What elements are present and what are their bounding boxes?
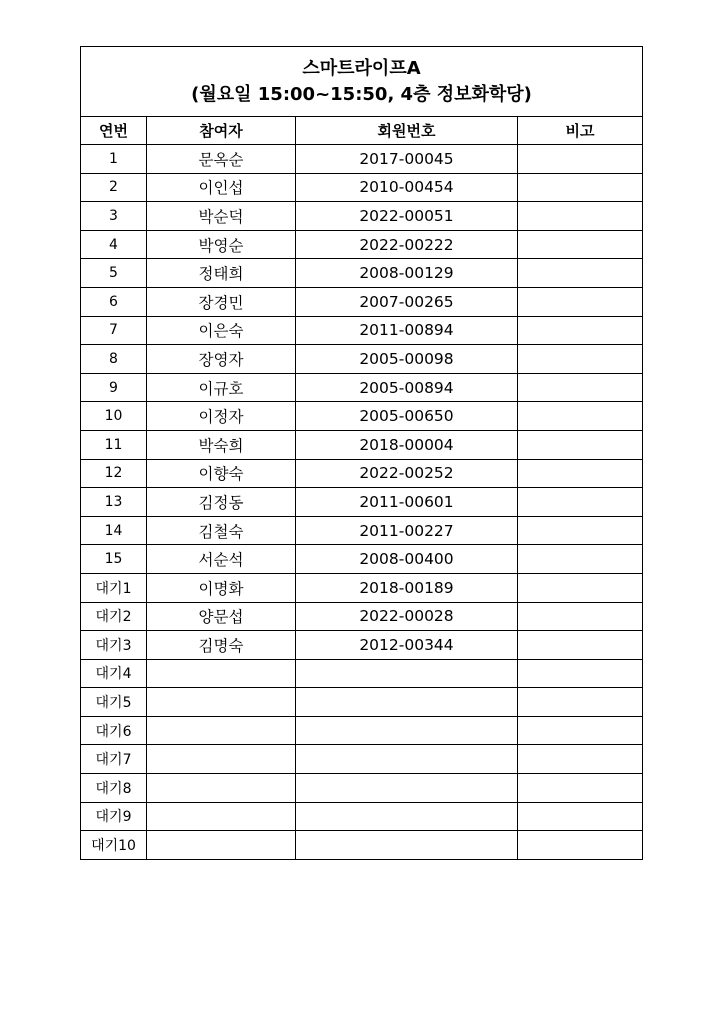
note-cell xyxy=(518,602,643,631)
participant-name-cell: 박영순 xyxy=(147,230,296,259)
table-row xyxy=(81,688,643,717)
member-id-cell: 2007-00265 xyxy=(296,287,518,316)
row-number-cell: 1 xyxy=(81,145,147,174)
member-id-cell: 2017-00045 xyxy=(296,145,518,174)
table-row xyxy=(81,316,643,345)
row-number-cell: 대기2 xyxy=(81,602,147,631)
table-row xyxy=(81,345,643,374)
row-number-cell: 2 xyxy=(81,173,147,202)
row-number-cell: 대기3 xyxy=(81,631,147,660)
member-id-cell: 2011-00894 xyxy=(296,316,518,345)
row-number-cell: 대기6 xyxy=(81,716,147,745)
row-number-cell: 15 xyxy=(81,545,147,574)
table-row xyxy=(81,202,643,231)
row-number-cell: 7 xyxy=(81,316,147,345)
note-cell xyxy=(518,259,643,288)
note-cell xyxy=(518,230,643,259)
member-id-cell xyxy=(296,831,518,860)
roster-table xyxy=(80,46,643,860)
header-row xyxy=(81,117,643,145)
table-row xyxy=(81,802,643,831)
member-id-cell: 2008-00400 xyxy=(296,545,518,574)
row-number-cell: 6 xyxy=(81,287,147,316)
table-row xyxy=(81,259,643,288)
participant-name-cell: 양문섭 xyxy=(147,602,296,631)
table-row xyxy=(81,287,643,316)
participant-name-cell: 장영자 xyxy=(147,345,296,374)
participant-name-cell: 이인섭 xyxy=(147,173,296,202)
column-header-name: 참여자 xyxy=(147,117,296,145)
participant-name-cell: 김철숙 xyxy=(147,516,296,545)
row-number-cell: 대기10 xyxy=(81,831,147,860)
note-cell xyxy=(518,774,643,803)
note-cell xyxy=(518,802,643,831)
table-row xyxy=(81,659,643,688)
participant-name-cell: 이정자 xyxy=(147,402,296,431)
class-schedule: (월요일 15:00~15:50, 4층 정보화학당) xyxy=(191,83,532,105)
note-cell xyxy=(518,145,643,174)
row-number-cell: 대기4 xyxy=(81,659,147,688)
member-id-cell: 2005-00098 xyxy=(296,345,518,374)
table-row xyxy=(81,545,643,574)
table-row xyxy=(81,145,643,174)
table-row xyxy=(81,774,643,803)
participant-name-cell: 문옥순 xyxy=(147,145,296,174)
participant-name-cell: 서순석 xyxy=(147,545,296,574)
row-number-cell: 14 xyxy=(81,516,147,545)
table-row xyxy=(81,230,643,259)
participant-name-cell: 장경민 xyxy=(147,287,296,316)
member-id-cell xyxy=(296,774,518,803)
row-number-cell: 12 xyxy=(81,459,147,488)
title-row xyxy=(81,47,643,117)
member-id-cell: 2011-00601 xyxy=(296,488,518,517)
row-number-cell: 13 xyxy=(81,488,147,517)
note-cell xyxy=(518,345,643,374)
member-id-cell xyxy=(296,802,518,831)
note-cell xyxy=(518,545,643,574)
row-number-cell: 대기9 xyxy=(81,802,147,831)
note-cell xyxy=(518,688,643,717)
participant-name-cell: 김정동 xyxy=(147,488,296,517)
row-number-cell: 3 xyxy=(81,202,147,231)
participant-name-cell: 이명화 xyxy=(147,573,296,602)
participant-name-cell: 김명숙 xyxy=(147,631,296,660)
member-id-cell: 2022-00051 xyxy=(296,202,518,231)
row-number-cell: 11 xyxy=(81,430,147,459)
participant-name-cell xyxy=(147,716,296,745)
note-cell xyxy=(518,745,643,774)
column-header-no: 연번 xyxy=(81,117,147,145)
participant-name-cell xyxy=(147,745,296,774)
note-cell xyxy=(518,659,643,688)
participant-name-cell: 박숙희 xyxy=(147,430,296,459)
participant-name-cell xyxy=(147,831,296,860)
table-row xyxy=(81,402,643,431)
column-header-member-id: 회원번호 xyxy=(296,117,518,145)
note-cell xyxy=(518,573,643,602)
roster-body xyxy=(81,145,643,860)
note-cell xyxy=(518,173,643,202)
row-number-cell: 10 xyxy=(81,402,147,431)
note-cell xyxy=(518,488,643,517)
note-cell xyxy=(518,316,643,345)
table-row xyxy=(81,516,643,545)
table-row xyxy=(81,488,643,517)
member-id-cell: 2012-00344 xyxy=(296,631,518,660)
participant-name-cell: 이향숙 xyxy=(147,459,296,488)
participant-name-cell: 정태희 xyxy=(147,259,296,288)
participant-name-cell: 박순덕 xyxy=(147,202,296,231)
note-cell xyxy=(518,831,643,860)
column-header-note: 비고 xyxy=(518,117,643,145)
note-cell xyxy=(518,287,643,316)
member-id-cell xyxy=(296,745,518,774)
row-number-cell: 8 xyxy=(81,345,147,374)
table-row xyxy=(81,716,643,745)
member-id-cell xyxy=(296,659,518,688)
note-cell xyxy=(518,631,643,660)
note-cell xyxy=(518,402,643,431)
member-id-cell: 2005-00894 xyxy=(296,373,518,402)
class-title: 스마트라이프A xyxy=(302,57,421,79)
member-id-cell xyxy=(296,716,518,745)
row-number-cell: 대기1 xyxy=(81,573,147,602)
row-number-cell: 대기5 xyxy=(81,688,147,717)
participant-name-cell: 이은숙 xyxy=(147,316,296,345)
table-row xyxy=(81,459,643,488)
table-row xyxy=(81,373,643,402)
note-cell xyxy=(518,459,643,488)
member-id-cell: 2011-00227 xyxy=(296,516,518,545)
table-row xyxy=(81,573,643,602)
participant-name-cell xyxy=(147,802,296,831)
member-id-cell xyxy=(296,688,518,717)
note-cell xyxy=(518,716,643,745)
participant-name-cell xyxy=(147,774,296,803)
table-row xyxy=(81,745,643,774)
row-number-cell: 4 xyxy=(81,230,147,259)
member-id-cell: 2018-00189 xyxy=(296,573,518,602)
row-number-cell: 9 xyxy=(81,373,147,402)
note-cell xyxy=(518,430,643,459)
member-id-cell: 2010-00454 xyxy=(296,173,518,202)
member-id-cell: 2022-00252 xyxy=(296,459,518,488)
table-row xyxy=(81,631,643,660)
row-number-cell: 대기7 xyxy=(81,745,147,774)
table-row xyxy=(81,173,643,202)
participant-name-cell xyxy=(147,688,296,717)
note-cell xyxy=(518,373,643,402)
title-cell xyxy=(81,47,643,117)
member-id-cell: 2005-00650 xyxy=(296,402,518,431)
participant-name-cell xyxy=(147,659,296,688)
member-id-cell: 2018-00004 xyxy=(296,430,518,459)
member-id-cell: 2022-00222 xyxy=(296,230,518,259)
row-number-cell: 5 xyxy=(81,259,147,288)
note-cell xyxy=(518,202,643,231)
note-cell xyxy=(518,516,643,545)
participant-name-cell: 이규호 xyxy=(147,373,296,402)
row-number-cell: 대기8 xyxy=(81,774,147,803)
table-row xyxy=(81,430,643,459)
table-row xyxy=(81,602,643,631)
table-row xyxy=(81,831,643,860)
member-id-cell: 2022-00028 xyxy=(296,602,518,631)
member-id-cell: 2008-00129 xyxy=(296,259,518,288)
